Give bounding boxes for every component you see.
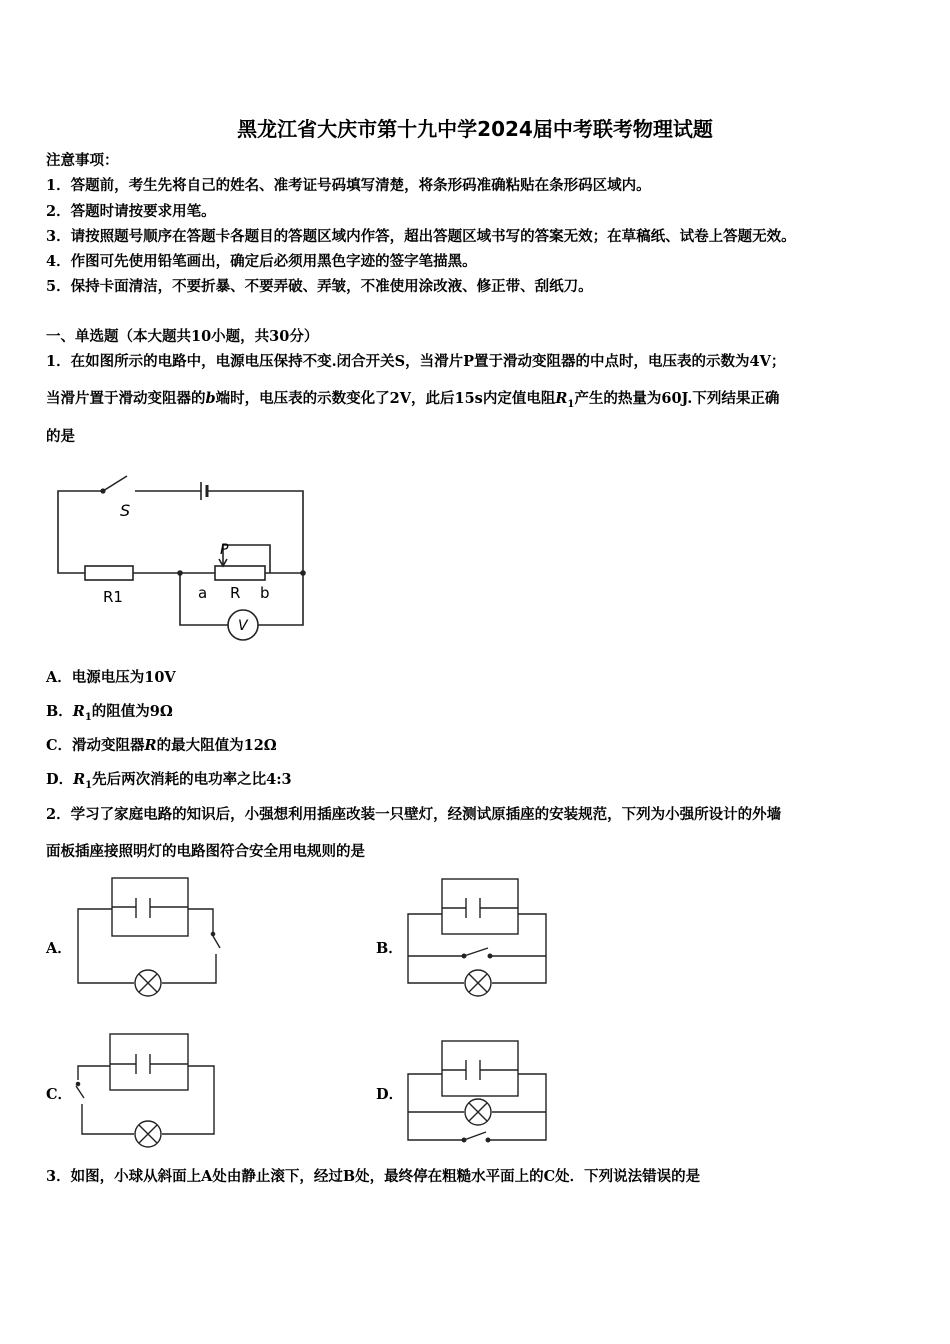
q2-option-d-label: D． xyxy=(376,1086,404,1103)
q2-circuit-a xyxy=(70,876,230,1001)
label-a: a xyxy=(198,584,208,602)
q1-subscript: 1 xyxy=(567,398,575,410)
q1-option-b xyxy=(46,702,173,728)
voltmeter-label: V xyxy=(238,618,248,634)
q1-text: 端时，电压表的示数变化了2V，此后15s内定值电阻 xyxy=(215,390,556,407)
subscript: 1 xyxy=(85,779,93,791)
notice-item: 5．保持卡面清洁，不要折暴、不要弄破、弄皱，不准使用涂改液、修正带、刮纸刀。 xyxy=(46,278,593,295)
q2-circuit-d xyxy=(400,1038,560,1148)
q1-line3: 的是 xyxy=(46,428,75,445)
opt-text: 先后两次消耗的电功率之比4:3 xyxy=(92,771,292,788)
q3-line1: 3．如图，小球从斜面上A处由静止滚下，经过B处，最终停在粗糙水平面上的C处．下列说法错误的是 xyxy=(46,1168,701,1185)
opt-prefix: D． xyxy=(46,771,74,788)
label-r1: R1 xyxy=(103,588,123,606)
notice-heading: 注意事项： xyxy=(46,152,119,169)
q2-option-a-label: A． xyxy=(46,940,72,957)
opt-text: 的阻值为9Ω xyxy=(91,703,173,720)
opt-prefix: B． xyxy=(46,703,73,720)
notice-item: 1．答题前，考生先将自己的姓名、准考证号码填写清楚，将条形码准确粘贴在条形码区域内。 xyxy=(46,177,651,194)
q1-circuit-diagram xyxy=(55,470,315,640)
q2-line1: 2．学习了家庭电路的知识后，小强想利用插座改装一只壁灯，经测试原插座的安装规范，下列为小强所设计的外墙 xyxy=(46,806,782,823)
var-r: R xyxy=(144,737,157,754)
q2-line2: 面板插座接照明灯的电路图符合安全用电规则的是 xyxy=(46,843,365,860)
var-r: R xyxy=(72,703,85,720)
opt-prefix: C．滑动变阻器 xyxy=(46,737,145,754)
q2-option-b-label: B． xyxy=(376,940,403,957)
q1-option-a: A．电源电压为10V xyxy=(46,669,176,686)
q1-line2 xyxy=(46,389,779,415)
var-r: R xyxy=(73,771,86,788)
q2-circuit-c xyxy=(70,1030,230,1155)
q2-option-c-label: C． xyxy=(46,1086,73,1103)
label-s: S xyxy=(120,501,131,520)
subscript: 1 xyxy=(84,711,92,723)
q1-text: 产生的热量为60J.下列结果正确 xyxy=(574,390,780,407)
notice-item: 4．作图可先使用铅笔画出，确定后必须用黑色字迹的签字笔描黑。 xyxy=(46,253,477,270)
notice-item: 2．答题时请按要求用笔。 xyxy=(46,203,216,220)
q2-circuit-b xyxy=(400,876,560,1001)
q1-option-c xyxy=(46,736,277,756)
label-r: R xyxy=(230,584,241,602)
q1-var-b: b xyxy=(205,390,216,407)
label-p: P xyxy=(220,542,229,558)
q1-text: 当滑片置于滑动变阻器的 xyxy=(46,390,206,407)
label-b: b xyxy=(260,584,270,602)
opt-text: 的最大阻值为12Ω xyxy=(156,737,277,754)
q1-var-r1: R xyxy=(555,390,568,407)
q1-option-d xyxy=(46,770,292,796)
section-heading: 一、单选题（本大题共10小题，共30分） xyxy=(46,328,319,345)
notice-item: 3．请按照题号顺序在答题卡各题目的答题区域内作答，超出答题区域书写的答案无效；在草稿纸、试卷上答题无效。 xyxy=(46,228,796,245)
q1-line1: 1．在如图所示的电路中，电源电压保持不变.闭合开关S，当滑片P置于滑动变阻器的中点时，电压表的示数为4V； xyxy=(46,353,786,370)
page-title: 黑龙江省大庆市第十九中学2024届中考联考物理试题 xyxy=(237,117,713,141)
